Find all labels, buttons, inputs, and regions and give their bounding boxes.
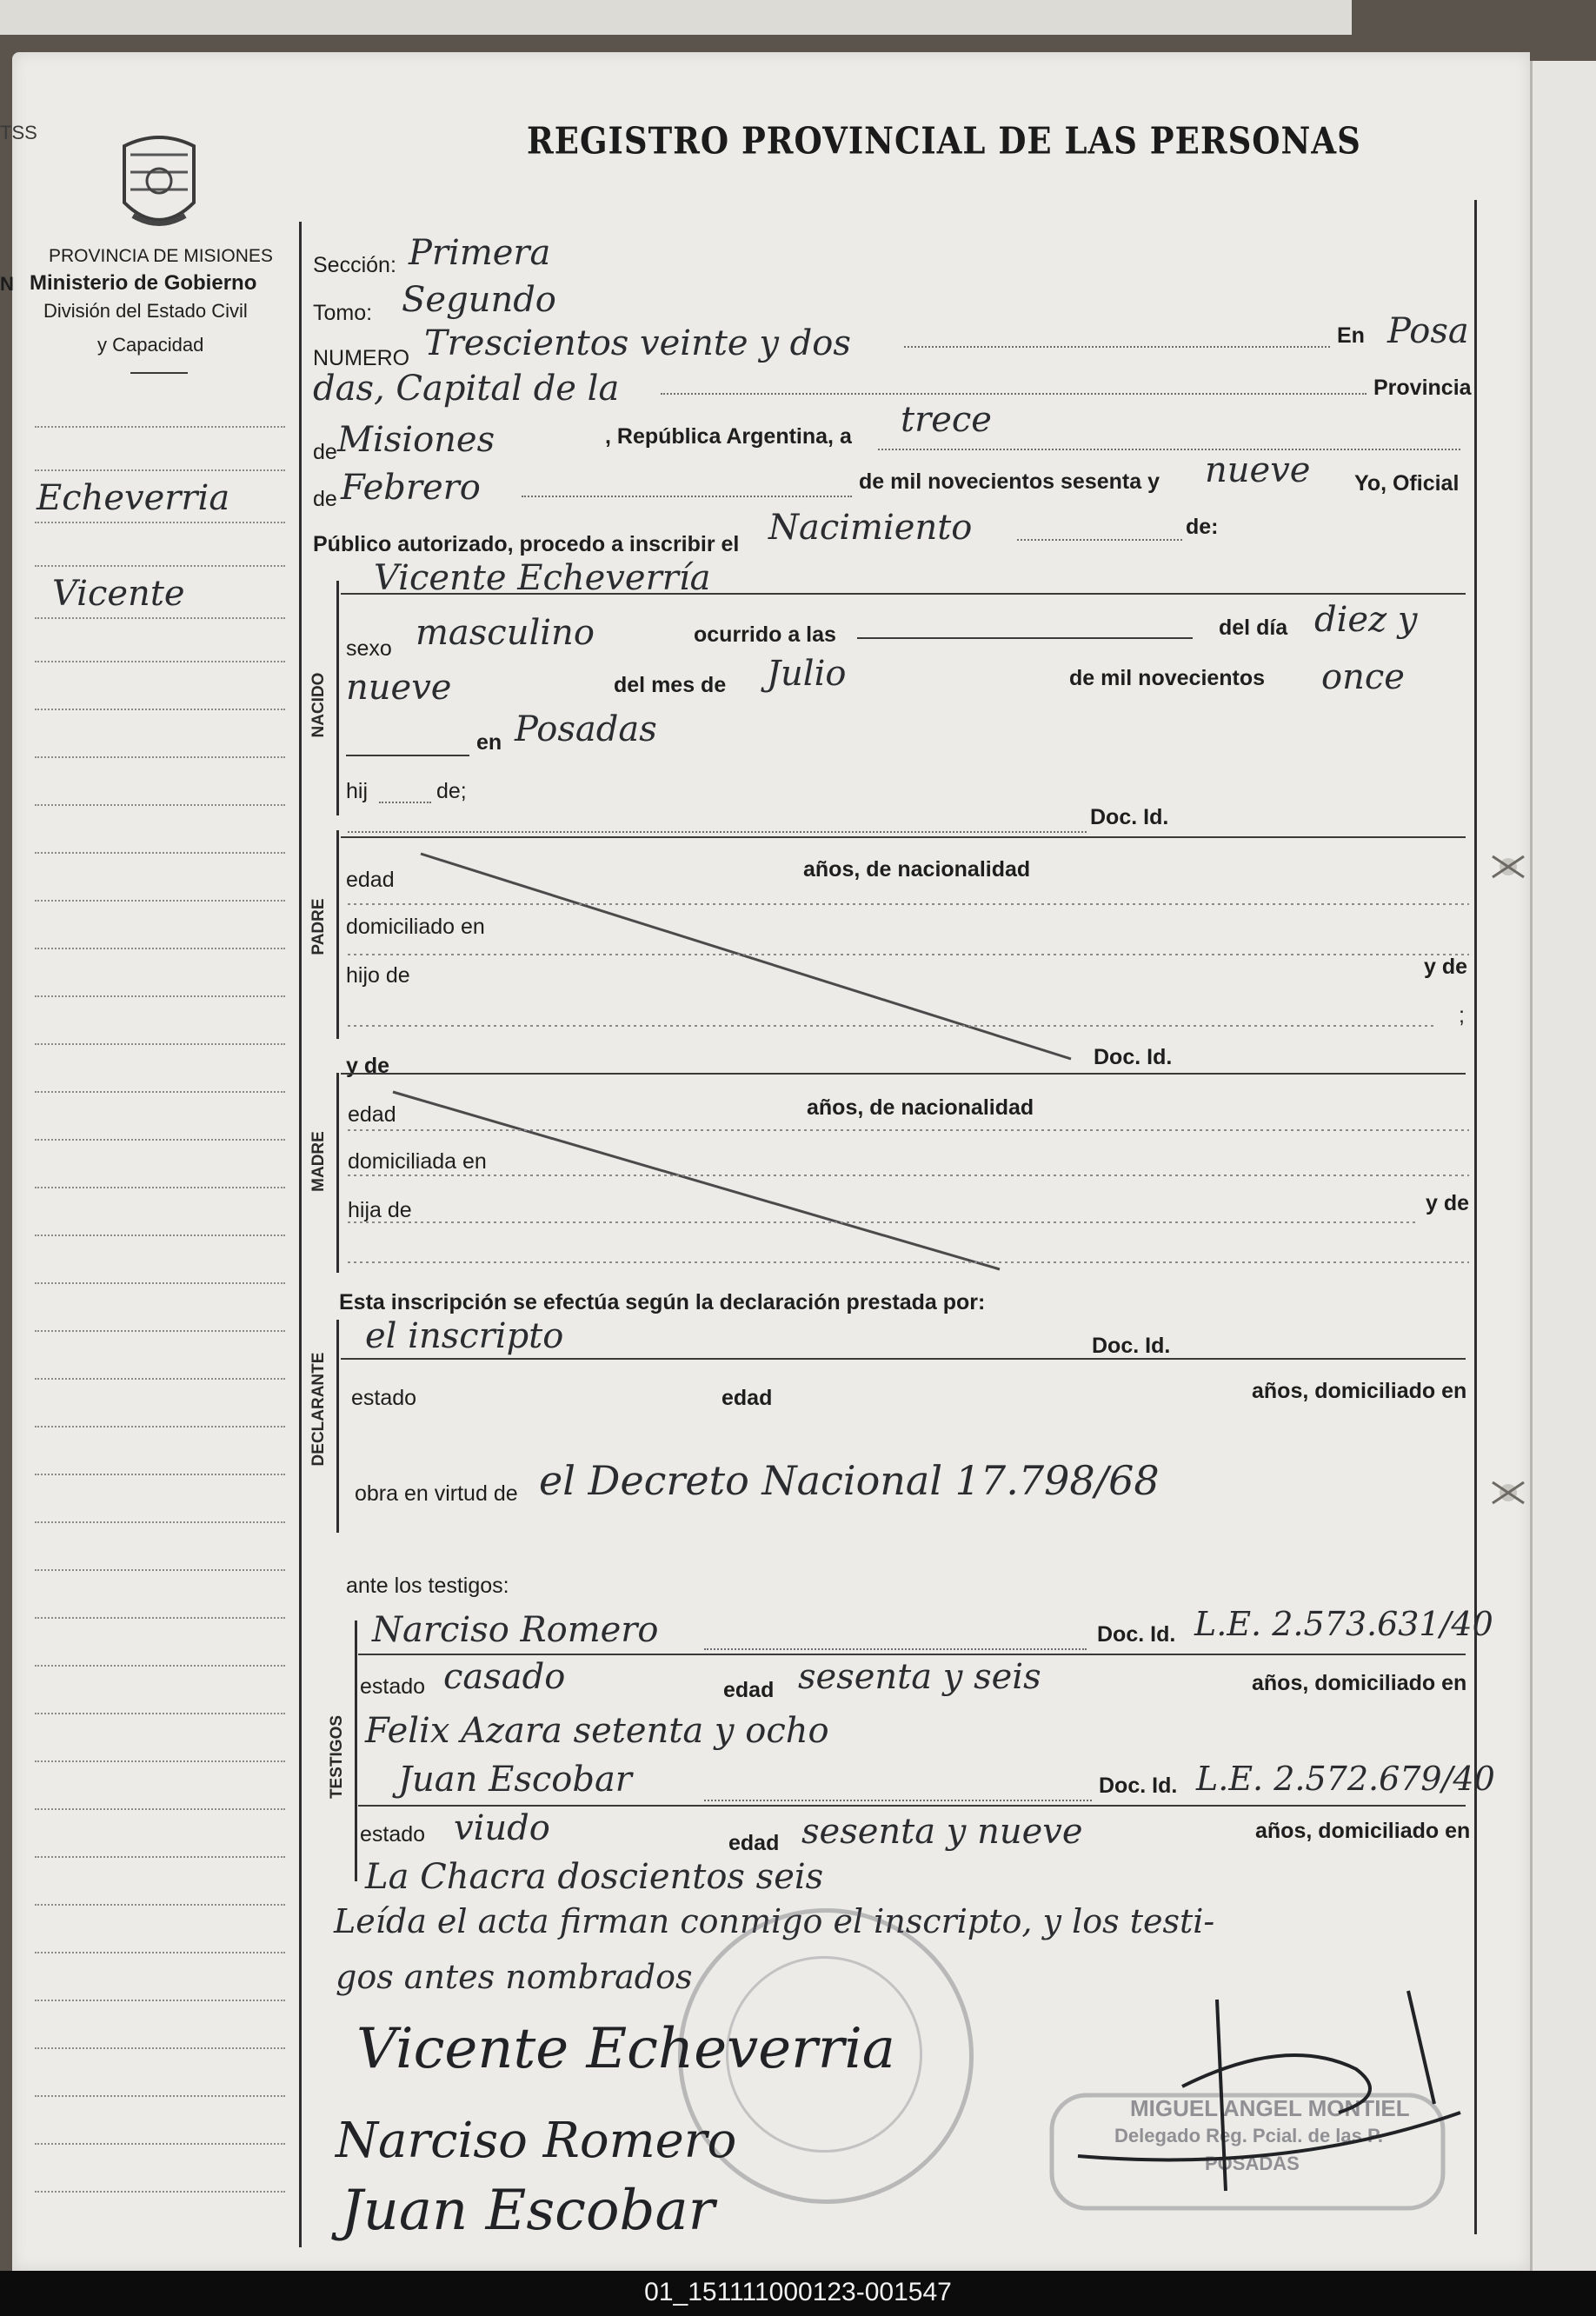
declarante-value: el inscripto [365,1316,564,1356]
testigo2-estado: viudo [454,1808,550,1848]
coat-of-arms-icon [111,129,207,242]
sexo-value: masculino [416,613,595,653]
ledger-line [35,948,285,949]
tomo-value: Segundo [402,280,556,320]
birth-month-value: Julio [767,654,847,694]
section-declarante: DECLARANTE [309,1352,328,1467]
anios-nac-label: años, de nacionalidad [807,1095,1034,1120]
form-border [1474,200,1477,2234]
previous-page-edge [0,0,1352,35]
ledger-line [35,2047,285,2049]
fill-line [346,755,469,756]
seccion-value: Primera [409,233,551,273]
section-border [355,1621,357,1881]
fill-line [661,393,1367,395]
ledger-line [35,1474,285,1475]
anios-nac-label: años, de nacionalidad [803,857,1031,882]
ledger-line [35,661,285,662]
semicolon: ; [1459,1003,1465,1028]
anios-dom-label: años, domiciliado en [1252,1379,1467,1403]
testigo2-domicilio: La Chacra doscientos seis [365,1857,824,1897]
ledger-line [35,1952,285,1953]
birth-year-value: once [1321,657,1405,697]
fill-line [522,496,852,497]
birth-day-value-a: diez y [1314,600,1418,640]
ledger-line [35,1569,285,1571]
de-mil-nov-label: de mil novecientos [1069,666,1266,690]
ledger-line [35,1856,285,1858]
yo-oficial-label: Yo, Oficial [1354,471,1460,496]
domiciliado-label: domiciliado en [346,915,485,939]
ledger-line [35,1282,285,1284]
city-value-a: Posa [1387,311,1469,351]
section-line [341,1073,1466,1075]
fill-line [857,637,1193,639]
testigo1-edad: sesenta y seis [798,1657,1041,1697]
numero-value: Trescientos veinte y dos [424,323,851,363]
ledger-line [35,709,285,710]
ledger-line [35,1330,285,1332]
section-border [336,581,339,815]
section-border [336,1320,339,1533]
edad-label: edad [346,868,395,892]
obra-value: el Decreto Nacional 17.798/68 [539,1457,1160,1504]
hijo-de-label: hijo de [346,963,410,988]
ledger-line [35,522,285,523]
month-value: Febrero [341,468,481,508]
ledger-line [35,1235,285,1236]
birth-place-value: Posadas [515,709,657,749]
section-testigos: TESTIGOS [328,1714,346,1800]
image-id: 01_151111000123-001547 [644,2278,952,2306]
doc-id-label: Doc. Id. [1092,1334,1171,1358]
ledger-line [35,1904,285,1906]
ledger-line [35,426,285,428]
anios-dom-label: años, domiciliado en [1252,1671,1467,1695]
ledger-line [35,804,285,806]
edad-label: edad [723,1678,775,1702]
section-border [336,1073,339,1273]
ledger-line [35,2000,285,2001]
edad-label: edad [722,1386,773,1410]
ledger-line [35,900,285,902]
section-line [341,1358,1466,1360]
estado-label: estado [351,1386,417,1410]
section-line [341,836,1466,838]
en-label: En [1337,323,1365,348]
section-madre: MADRE [309,1131,328,1192]
ledger-line [35,1043,285,1045]
ledger-line [35,1808,285,1810]
margin-surname: Echeverria [37,478,230,518]
doc-id-label: Doc. Id. [1097,1622,1176,1647]
fill-line [878,449,1460,450]
section-padre: PADRE [309,898,328,955]
year-value: nueve [1205,450,1311,490]
de-semi-label: de; [436,779,467,803]
margin-mark: N [0,273,14,295]
estado-label: estado [360,1674,426,1699]
ledger-line [35,1378,285,1380]
binder-hole-icon [1489,1474,1527,1512]
testigo2-doc: L.E. 2.572.679/40 [1196,1760,1495,1798]
day-value: trece [901,400,992,440]
fill-line [904,346,1330,348]
ledger-line [35,756,285,758]
numero-label: NUMERO [313,346,410,370]
ministry-name: Ministerio de Gobierno [30,271,257,295]
testigos-label: ante los testigos: [346,1574,509,1598]
de-label: de [313,487,337,511]
next-page-edge [1530,61,1596,2271]
ledger-line [35,1521,285,1523]
ledger-line [35,1139,285,1141]
mil-sesenta-label: de mil novecientos sesenta y [859,469,1160,494]
de-colon-label: de: [1186,515,1219,539]
division-capacity: y Capacidad [97,334,204,356]
signature-officer [1026,1982,1495,2208]
division-name: División del Estado Civil [43,300,248,322]
obra-label: obra en virtud de [355,1481,518,1506]
tomo-label: Tomo: [313,301,373,325]
ledger-line [35,1665,285,1667]
sexo-label: sexo [346,636,392,661]
seccion-label: Sección: [313,253,396,277]
domiciliada-label: domiciliada en [348,1149,487,1174]
ocurrido-label: ocurrido a las [694,622,836,647]
closing-line-2: gos antes nombrados [336,1958,693,1996]
testigo1-doc: L.E. 2.573.631/40 [1194,1605,1493,1643]
section-line [358,1654,1466,1655]
page-title: REGISTRO PROVINCIAL DE LAS PERSONAS [527,118,1361,163]
y-de-label: y de [1426,1191,1470,1215]
ledger-line [35,2095,285,2097]
edad-label: edad [728,1831,780,1855]
binder-hole-icon [1489,848,1527,886]
y-de-label: y de [346,1054,390,1078]
fill-line [379,802,431,803]
esta-inscripcion-label: Esta inscripción se efectúa según la declaración prestada por: [339,1290,986,1314]
doc-id-label: Doc. Id. [1094,1045,1173,1069]
margin-given-name: Vicente [52,574,185,614]
ledger-line [35,2191,285,2193]
estado-label: estado [360,1822,426,1847]
fill-line [704,1648,1087,1650]
y-de-label: y de [1424,955,1468,979]
birth-day-value-b: nueve [346,668,452,708]
signature-inscripto: Vicente Echeverria [356,2017,895,2081]
edad-label: edad [348,1102,396,1127]
act-type-value: Nacimiento [768,508,973,548]
nombre-value: Vicente Echeverría [374,558,711,598]
testigo2-edad: sesenta y nueve [801,1812,1083,1852]
section-nacido: NACIDO [309,672,328,738]
ledger-line [35,617,285,619]
testigo2-name: Juan Escobar [398,1760,632,1800]
anios-dom-label: años, domiciliado en [1255,1819,1471,1843]
signature-testigo2: Juan Escobar [341,2179,715,2243]
ledger-line [35,1760,285,1762]
ledger-line [35,995,285,997]
fill-line [1017,539,1182,541]
section-line [358,1805,1466,1807]
ledger-line [35,2143,285,2145]
ledger-line [35,852,285,854]
en-label: en [476,730,502,755]
image-id-bar [0,2271,1596,2316]
signature-testigo1: Narciso Romero [336,2113,737,2169]
ledger-line [35,1617,285,1619]
stamp-city: POSADAS [1205,2153,1300,2174]
fill-line [348,831,1087,833]
hija-de-label: hija de [348,1198,412,1222]
doc-id-label: Doc. Id. [1090,805,1169,829]
margin-mark: TSS [0,122,37,143]
stamp-role: Delegado Reg. Pcial. de las P. [1114,2125,1383,2146]
city-value-b: das, Capital de la [313,369,620,409]
hij-label: hij [346,779,369,803]
de-label: de [313,440,337,464]
stamp-name: MIGUEL ANGEL MONTIEL [1130,2095,1410,2121]
testigo1-name: Narciso Romero [372,1610,659,1650]
ledger-line [35,1187,285,1188]
del-mes-label: del mes de [614,673,727,697]
testigo1-domicilio: Felix Azara setenta y ocho [365,1711,829,1751]
ledger-line [35,469,285,471]
publico-label: Público autorizado, procedo a inscribir el [313,532,740,556]
province-value: Misiones [337,420,495,460]
column-divider [299,222,302,2247]
province-name: PROVINCIA DE MISIONES [49,246,273,266]
section-line [341,593,1466,595]
divider [130,372,188,374]
closing-line-1: Leída el acta firman conmigo el inscripto, y los testi- [334,1902,1215,1940]
fill-line [704,1800,1092,1801]
ledger-line [35,565,285,567]
republica-label: , República Argentina, a [605,424,852,449]
del-dia-label: del día [1219,616,1288,640]
doc-id-label: Doc. Id. [1099,1774,1178,1798]
section-border [336,830,339,1039]
ledger-line [35,1091,285,1093]
ledger-line [35,1713,285,1714]
testigo1-estado: casado [443,1657,566,1697]
provincia-label: Provincia [1373,376,1472,400]
ledger-line [35,1426,285,1428]
